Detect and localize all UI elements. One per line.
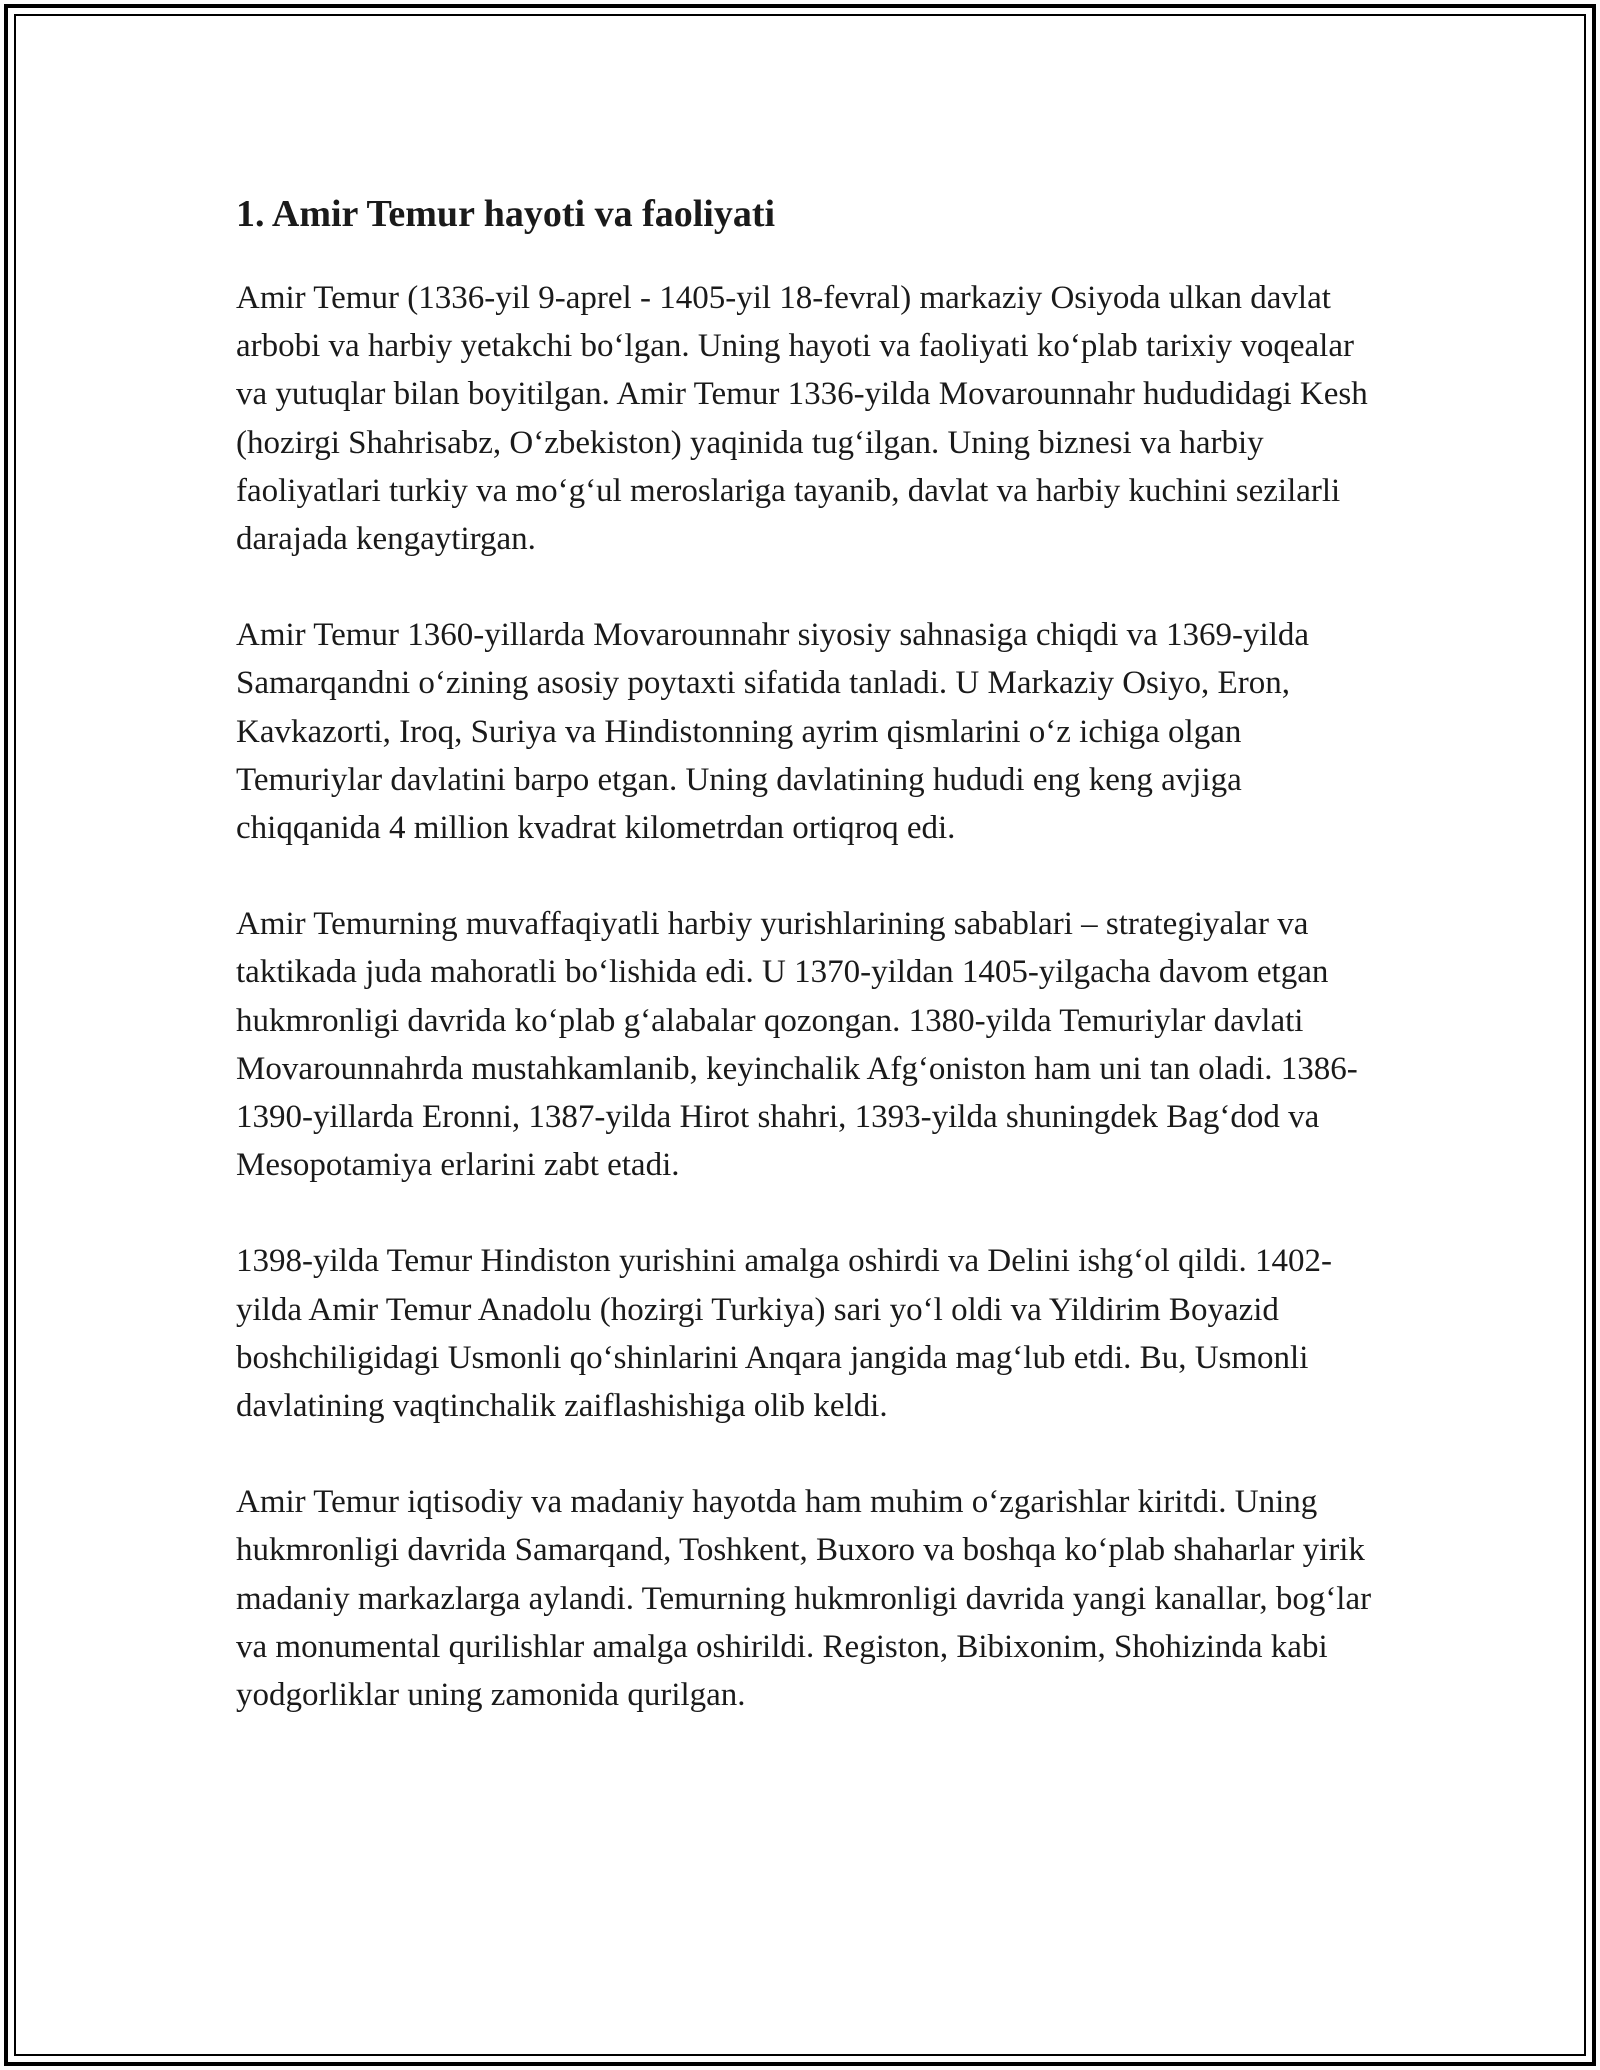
paragraph-1: Amir Temur (1336-yil 9-aprel - 1405-yil 18-fevral) markaziy Osiyoda ulkan davlat arbobi va harbiy yetakchi bo‘lgan. Uning hayoti va faoliyati ko‘plab tarixiy voqealar va yutuqlar bilan boyitilgan. Amir Temur 1336-yilda Movarounnahr hududidagi Kesh (hozirgi Shahrisabz, O‘zbekiston) yaqinida tug‘ilgan. Uning biznesi va harbiy faoliyatlari turkiy va mo‘g‘ul meroslariga tayanib, davlat va harbiy kuchini sezilarli darajada kengaytirgan.	[236, 280, 1368, 558]
paragraph-3: Amir Temurning muvaffaqiyatli harbiy yurishlarining sabablari – strategiyalar va taktikada juda mahoratli bo‘lishida edi. U 1370-yildan 1405-yilgacha davom etgan hukmronligi davrida ko‘plab g‘alabalar qozongan. 1380-yilda Temuriylar davlati Movarounnahrda mustahkamlanib, keyinchalik Afg‘oniston ham uni tan oladi. 1386-1390-yillarda Eronni, 1387-yilda Hirot shahri, 1393-yilda shuningdek Bag‘dod va Mesopotamiya erlarini zabt etadi.	[236, 906, 1358, 1184]
paragraph-5: Amir Temur iqtisodiy va madaniy hayotda ham muhim o‘zgarishlar kiritdi. Uning hukmronligi davrida Samarqand, Toshkent, Buxoro va boshqa ko‘plab shaharlar yirik madaniy markazlarga aylandi. Temurning hukmronligi davrida yangi kanallar, bog‘lar va monumental qurilishlar amalga oshirildi. Registon, Bibixonim, Shohizinda kabi yodgorliklar uning zamonida qurilgan.	[236, 1484, 1372, 1714]
document-page	[236, 184, 1376, 1767]
paragraph-4: 1398-yilda Temur Hindiston yurishini amalga oshirdi va Delini ishg‘ol qildi. 1402-yilda Amir Temur Anadolu (hozirgi Turkiya) sari yo‘l oldi va Yildirim Boyazid boshchiligidagi Usmonli qo‘shinlarini Anqara jangida mag‘lub etdi. Bu, Usmonli davlatining vaqtinchalik zaiflashishiga olib keldi.	[236, 1243, 1333, 1425]
section-title: 1. Amir Temur hayoti va faoliyati	[236, 193, 776, 235]
paragraph-2: Amir Temur 1360-yillarda Movarounnahr siyosiy sahnasiga chiqdi va 1369-yilda Samarqandni o‘zining asosiy poytaxti sifatida tanladi. U Markaziy Osiyo, Eron, Kavkazorti, Iroq, Suriya va Hindistonning ayrim qismlarini o‘z ichiga olgan Temuriylar davlatini barpo etgan. Uning davlatining hududi eng keng avjiga chiqqanida 4 million kvadrat kilometrdan ortiqroq edi.	[236, 617, 1310, 847]
